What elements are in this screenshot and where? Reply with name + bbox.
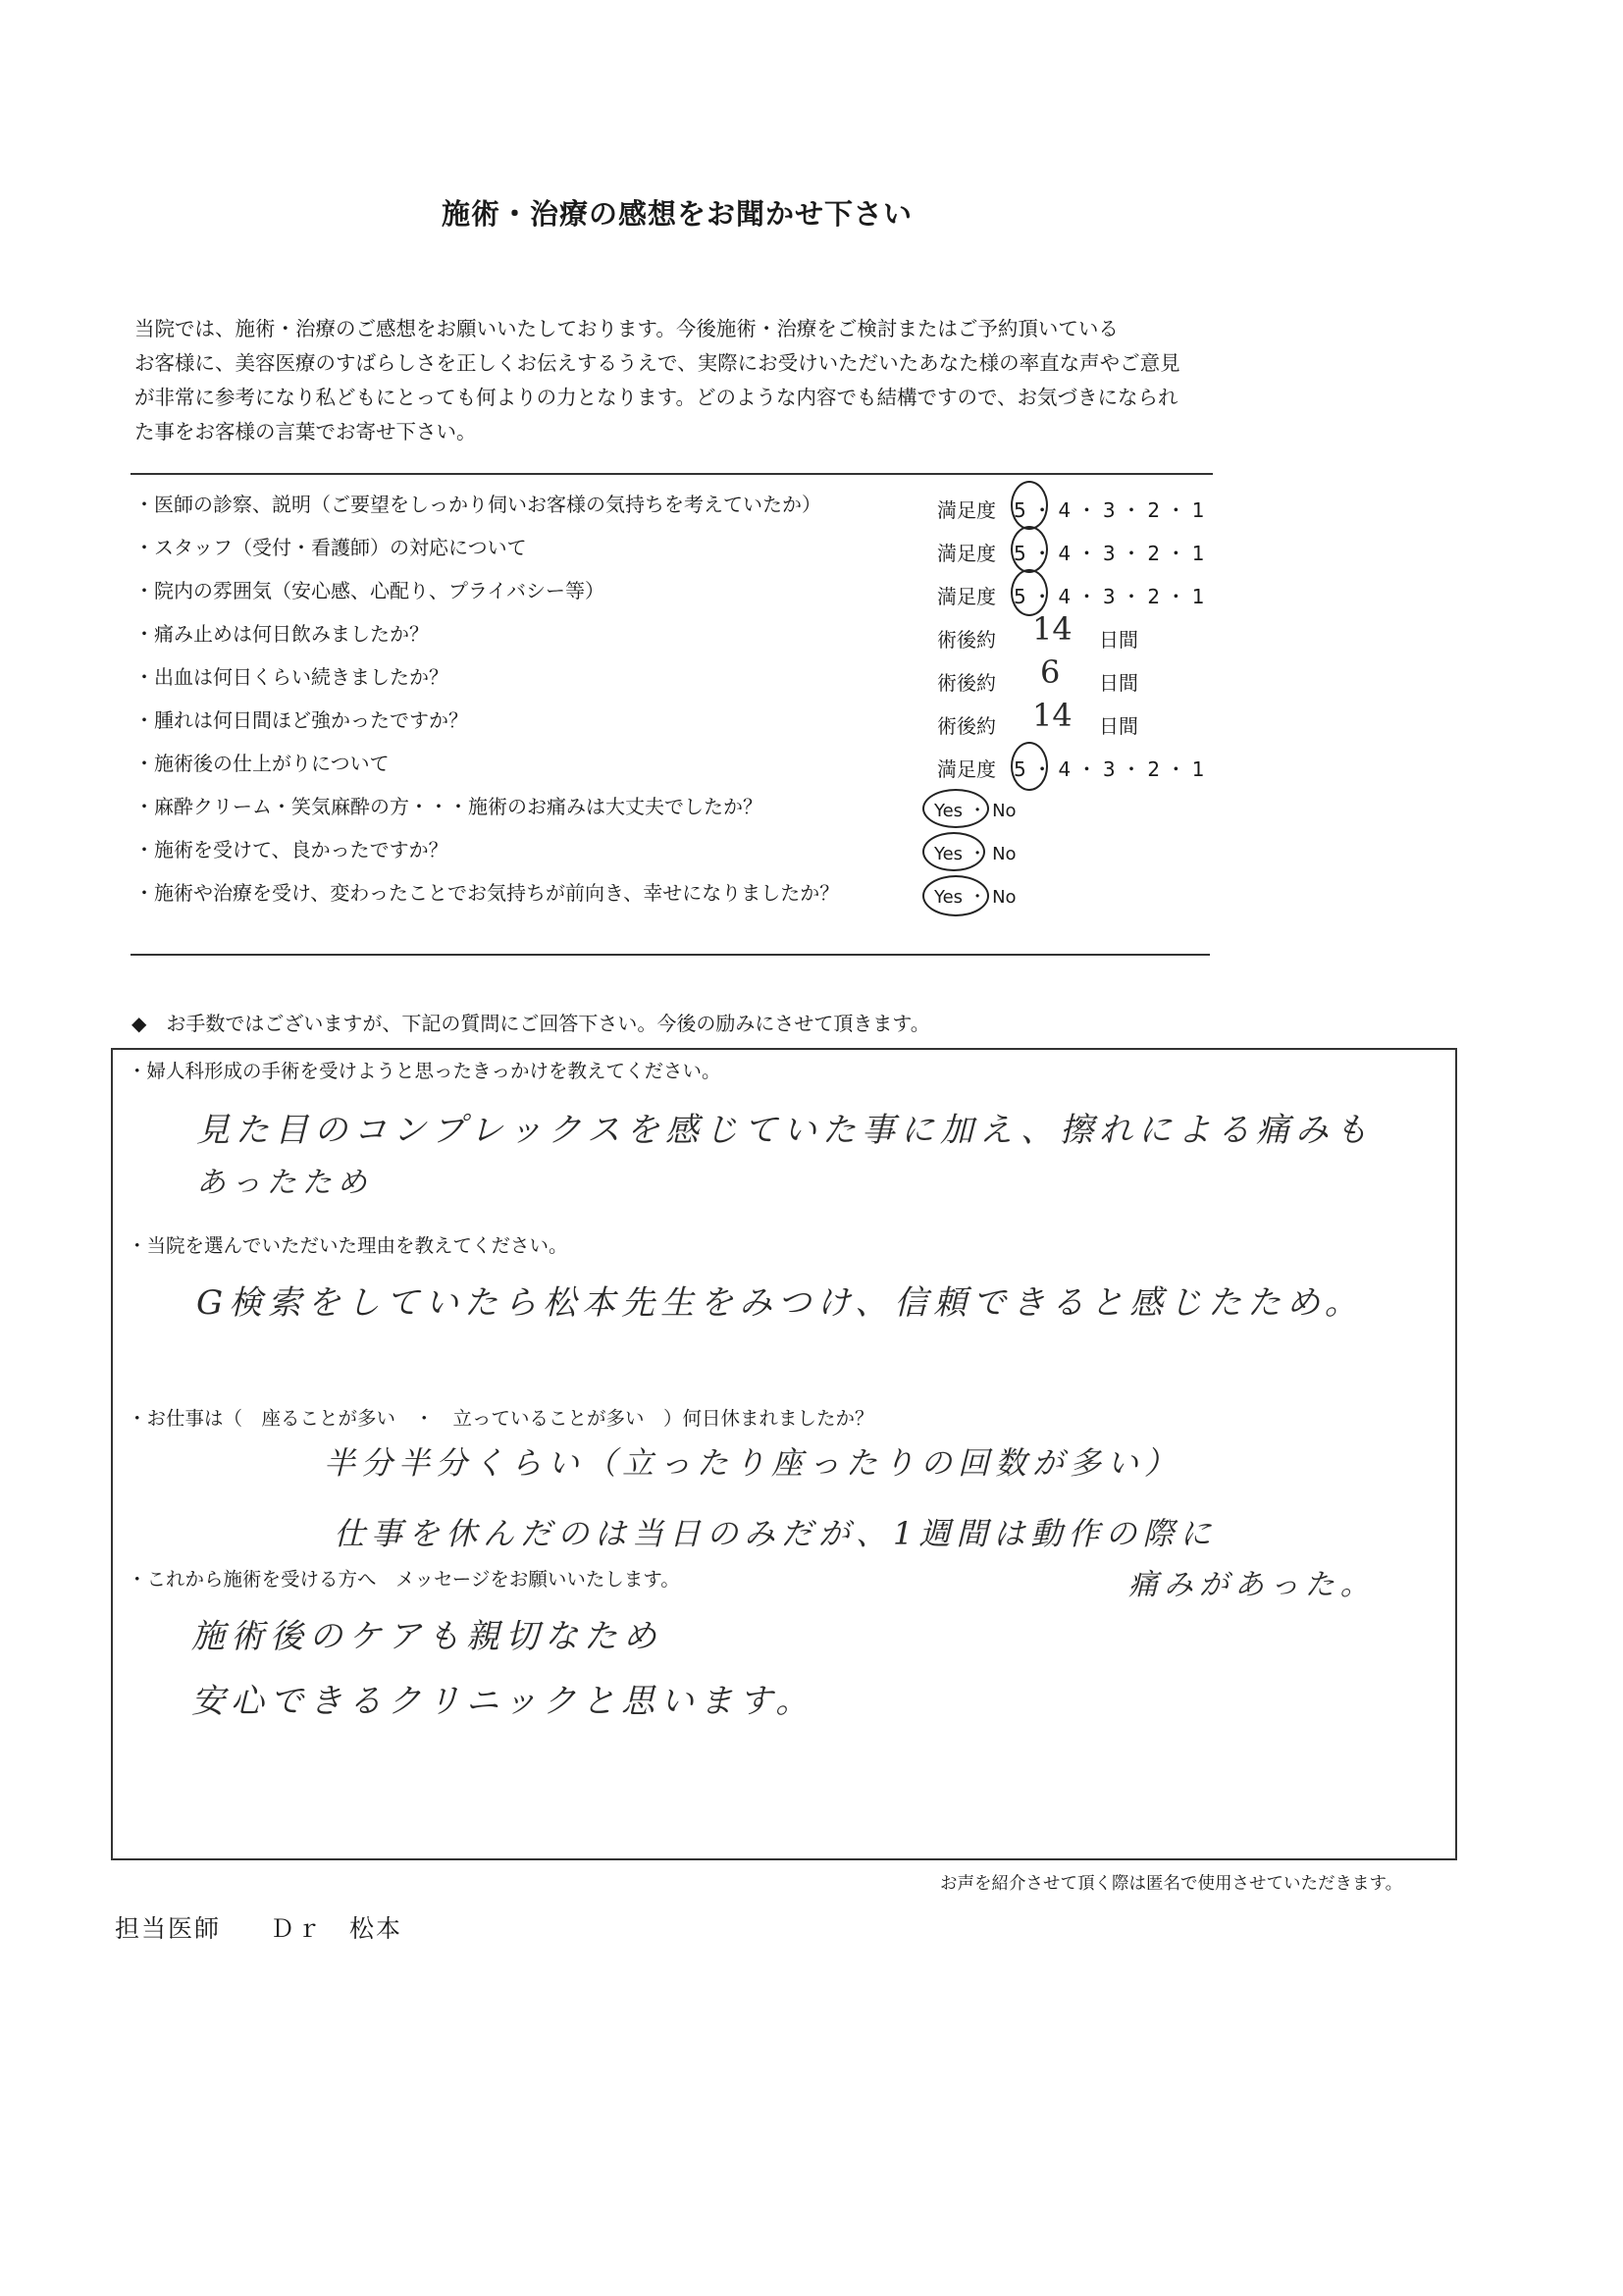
- rating-prefix: 満足度: [937, 542, 996, 565]
- answer-circle: [1011, 526, 1048, 573]
- question-label: ・施術を受けて、良かったですか？: [134, 838, 448, 861]
- question-label: ・施術や治療を受け、変わったことでお気持ちが前向き、幸せになりましたか？: [134, 881, 840, 905]
- separator: ・: [969, 801, 987, 821]
- box-question: ・これから施術を受ける方へ メッセージをお願いいたします。: [128, 1568, 680, 1591]
- rating-scale: [937, 495, 1204, 523]
- prefix-text: 術後約: [937, 628, 996, 652]
- separator: ・: [969, 844, 987, 864]
- handwritten-days: 14: [1032, 610, 1073, 648]
- handwritten-answer: 安心できるクリニックと思います。: [191, 1682, 815, 1721]
- question-label: ・医師の診察、説明（ご要望をしっかり伺いお客様の気持ちを考えていたか）: [134, 493, 821, 516]
- question-label: ・腫れは何日間ほど強かったですか？: [134, 708, 468, 732]
- doctor-line: [115, 1909, 402, 1945]
- answer-circle: [922, 832, 985, 871]
- question-label: ・スタッフ（受付・看護師）の対応について: [134, 536, 527, 559]
- rating-prefix: 満足度: [937, 585, 996, 608]
- answer-circle: [1011, 742, 1048, 791]
- handwritten-answer: 半分半分くらい（立ったり座ったりの回数が多い）: [324, 1444, 1182, 1482]
- rating-options: 5 ・ 4 ・ 3 ・ 2 ・ 1: [1014, 498, 1205, 522]
- top-rule: [131, 473, 1213, 475]
- suffix-text: 日間: [1099, 671, 1138, 695]
- rating-options: 5 ・ 4 ・ 3 ・ 2 ・ 1: [1014, 585, 1205, 608]
- answer-circle: [1011, 481, 1048, 530]
- rating-scale: [937, 581, 1204, 609]
- rating-prefix: 満足度: [937, 757, 996, 781]
- separator: ・: [969, 887, 987, 908]
- question-label: ・施術後の仕上がりについて: [134, 752, 390, 775]
- no-option: No: [992, 844, 1017, 864]
- yes-option: Yes: [934, 887, 964, 908]
- box-question: ・当院を選んでいただいた理由を教えてください。: [128, 1234, 568, 1257]
- answer-circle: [922, 789, 989, 828]
- question-label: ・痛み止めは何日飲みましたか？: [134, 622, 429, 646]
- intro-text: 当院では、施術・治療のご感想をお願いいたしております。今後施術・治療をご検討またはご予約頂いている お客様に、美容医療のすばらしさを正しくお伝えするうえで、実際にお受けいただいたあなた様の率直な声やご意見 が非常に参考になり私どもにとっても何よりの力となります。どのような内容でも結構ですので、お気づきになられ た事をお客様の言葉でお寄せ下さい。: [134, 317, 1180, 444]
- doctor-label: 担当医師: [115, 1914, 222, 1943]
- box-question: ・お仕事は（ 座ることが多い ・ 立っていることが多い ）何日休まれましたか？: [128, 1407, 874, 1430]
- rating-prefix: 満足度: [937, 498, 996, 522]
- handwritten-answer: G検索をしていたら松本先生をみつけ、信頼できると感じたため。: [196, 1283, 1364, 1323]
- handwritten-answer: 痛みがあった。: [1128, 1568, 1376, 1602]
- yes-option: Yes: [934, 844, 964, 864]
- question-label: ・麻酔クリーム・笑気麻酔の方・・・施術のお痛みは大丈夫でしたか？: [134, 795, 762, 818]
- box-question: ・婦人科形成の手術を受けようと思ったきっかけを教えてください。: [128, 1060, 721, 1082]
- answer-circle: [922, 875, 989, 916]
- anonymity-note: お声を紹介させて頂く際は匿名で使用させていただきます。: [940, 1874, 1403, 1894]
- handwritten-days: 6: [1040, 653, 1061, 691]
- question-label: ・院内の雰囲気（安心感、心配り、プライバシー等）: [134, 579, 604, 602]
- no-option: No: [992, 887, 1017, 908]
- section-heading: ◆ お手数ではございますが、下記の質問にご回答下さい。今後の励みにさせて頂きます。: [131, 1012, 930, 1035]
- prefix-text: 術後約: [937, 714, 996, 738]
- question-label: ・出血は何日くらい続きましたか？: [134, 665, 448, 689]
- suffix-text: 日間: [1099, 628, 1138, 652]
- prefix-text: 術後約: [937, 671, 996, 695]
- rating-options: 5 ・ 4 ・ 3 ・ 2 ・ 1: [1014, 757, 1205, 781]
- suffix-text: 日間: [1099, 714, 1138, 738]
- page-title: 施術・治療の感想をお聞かせ下さい: [441, 197, 913, 231]
- no-option: No: [992, 801, 1017, 821]
- handwritten-answer: 施術後のケアも親切なため: [191, 1617, 662, 1656]
- bottom-rule: [131, 954, 1210, 956]
- rating-options: 5 ・ 4 ・ 3 ・ 2 ・ 1: [1014, 542, 1205, 565]
- handwritten-days: 14: [1032, 697, 1073, 734]
- handwritten-answer: 見た目のコンプレックスを感じていた事に加え、擦れによる痛みも: [196, 1111, 1374, 1150]
- doctor-name: Ｄｒ 松本: [270, 1914, 403, 1943]
- yes-option: Yes: [934, 801, 964, 821]
- rating-scale: [937, 538, 1204, 566]
- rating-scale: [937, 754, 1204, 782]
- handwritten-answer: あったため: [196, 1166, 373, 1200]
- answer-circle: [1011, 569, 1048, 616]
- handwritten-answer: 仕事を休んだのは当日のみだが、1週間は動作の際に: [334, 1515, 1218, 1552]
